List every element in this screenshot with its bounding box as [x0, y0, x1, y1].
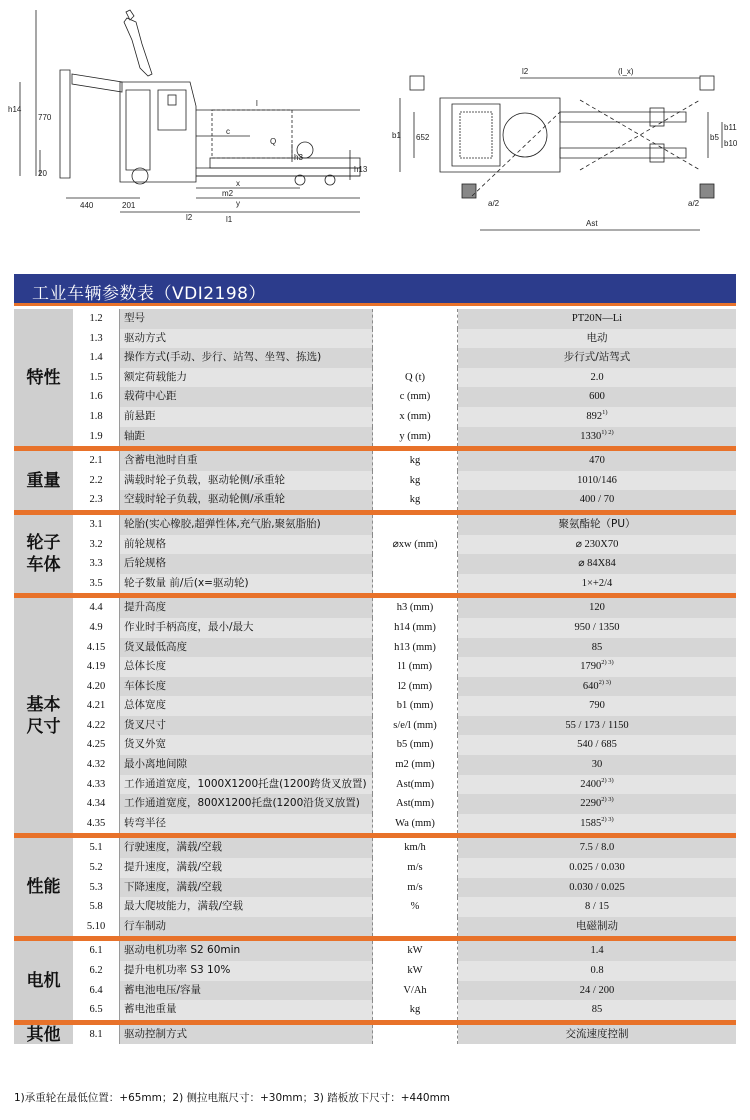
row-value-text: 0.025 / 0.030 — [569, 862, 625, 874]
row-unit: ⌀xw (mm) — [373, 535, 458, 555]
row-value-text: ⌀ 84X84 — [578, 558, 616, 570]
row-value-footnote-ref: 2) 3) — [601, 796, 614, 804]
row-parameter: 工作通道宽度，1000X1200托盘(1200跨货叉放置) — [120, 775, 373, 795]
row-number: 4.4 — [73, 598, 120, 618]
side-label-x: x — [236, 179, 240, 188]
row-value — [458, 917, 736, 937]
row-unit: h3 (mm) — [373, 598, 458, 618]
row-unit: h13 (mm) — [373, 638, 458, 658]
row-value — [458, 490, 736, 510]
top-label-b11: b11 — [724, 123, 737, 132]
row-value — [458, 838, 736, 858]
row-number: 5.2 — [73, 858, 120, 878]
row-value — [458, 554, 736, 574]
row-parameter: 蓄电池重量 — [120, 1000, 373, 1020]
side-label-440: 440 — [80, 201, 94, 210]
row-value-footnote-ref: 2) 3) — [601, 776, 614, 784]
row-value — [458, 941, 736, 961]
table-row — [73, 755, 736, 775]
table-row — [73, 961, 736, 981]
row-number: 5.8 — [73, 897, 120, 917]
row-number: 2.2 — [73, 471, 120, 491]
row-value-text: 聚氨酯轮（PU） — [558, 517, 636, 530]
table-row — [73, 329, 736, 349]
row-value-text: 120 — [589, 602, 605, 614]
row-unit: c (mm) — [373, 387, 458, 407]
row-value — [458, 598, 736, 618]
row-number: 1.4 — [73, 348, 120, 368]
row-value — [458, 755, 736, 775]
row-unit: kg — [373, 490, 458, 510]
row-parameter: 最小离地间隙 — [120, 755, 373, 775]
row-value-text: 892 — [586, 410, 603, 422]
table-row — [73, 554, 736, 574]
table-row — [73, 696, 736, 716]
table-row — [73, 427, 736, 447]
row-number: 3.2 — [73, 535, 120, 555]
row-number: 5.10 — [73, 917, 120, 937]
row-parameter: 提升速度，满载/空载 — [120, 858, 373, 878]
row-unit: b5 (mm) — [373, 735, 458, 755]
row-number: 4.35 — [73, 814, 120, 834]
row-value — [458, 348, 736, 368]
row-parameter: 轴距 — [120, 427, 373, 447]
row-value — [458, 716, 736, 736]
table-row — [73, 814, 736, 834]
row-unit: Wa (mm) — [373, 814, 458, 834]
row-number: 3.5 — [73, 574, 120, 594]
side-label-y: y — [236, 199, 240, 208]
table-row — [73, 535, 736, 555]
row-value-text: 2.0 — [590, 371, 604, 383]
row-value — [458, 574, 736, 594]
row-value — [458, 618, 736, 638]
side-label-201: 201 — [122, 201, 136, 210]
row-number: 1.8 — [73, 407, 120, 427]
row-unit: y (mm) — [373, 427, 458, 447]
table-row — [73, 309, 736, 329]
technical-drawings — [0, 0, 750, 258]
row-unit: kW — [373, 961, 458, 981]
row-value — [458, 814, 736, 834]
section-label: 特性 — [14, 309, 73, 446]
table-row — [73, 794, 736, 814]
row-number: 6.5 — [73, 1000, 120, 1020]
row-value-text: 600 — [589, 391, 605, 403]
row-value-text: 2400 — [580, 778, 602, 790]
section-label: 重量 — [14, 451, 73, 510]
spec-section — [14, 941, 736, 1024]
row-value — [458, 657, 736, 677]
row-value-text: 电磁制动 — [576, 919, 618, 932]
row-value — [458, 427, 736, 447]
row-parameter: 载荷中心距 — [120, 387, 373, 407]
row-parameter: 操作方式(手动、步行、站驾、坐驾、拣选) — [120, 348, 373, 368]
row-value-text: 640 — [582, 680, 599, 692]
row-value-text: 85 — [591, 641, 603, 653]
table-row — [73, 618, 736, 638]
row-unit — [373, 515, 458, 535]
row-parameter: 货叉尺寸 — [120, 716, 373, 736]
table-row — [73, 981, 736, 1001]
row-unit: l1 (mm) — [373, 657, 458, 677]
table-row — [73, 574, 736, 594]
row-parameter: 额定荷载能力 — [120, 368, 373, 388]
table-row — [73, 368, 736, 388]
row-parameter: 蓄电池电压/容量 — [120, 981, 373, 1001]
row-parameter: 前轮规格 — [120, 535, 373, 555]
row-value — [458, 407, 736, 427]
footnote: 1)承重轮在最低位置：+65mm；2) 侧拉电瓶尺寸：+30mm；3) 踏板放下尺寸：+440mm — [14, 1092, 451, 1104]
row-parameter: 提升电机功率 S3 10% — [120, 961, 373, 981]
row-unit: l2 (mm) — [373, 677, 458, 697]
table-row — [73, 471, 736, 491]
row-unit: kg — [373, 1000, 458, 1020]
row-parameter: 轮胎(实心橡胶,超弹性体,充气胎,聚氨脂胎) — [120, 515, 373, 535]
row-value — [458, 775, 736, 795]
row-unit: Ast(mm) — [373, 775, 458, 795]
row-number: 6.1 — [73, 941, 120, 961]
row-unit: % — [373, 897, 458, 917]
row-number: 5.3 — [73, 878, 120, 898]
spec-table-title-bar — [14, 274, 736, 306]
row-value-text: 0.030 / 0.025 — [569, 881, 625, 893]
side-label-20: 20 — [38, 169, 47, 178]
top-label-a2-right: a/2 — [688, 199, 700, 208]
top-label-b5: b5 — [710, 133, 719, 142]
row-value — [458, 735, 736, 755]
side-label-h13: h13 — [354, 165, 368, 174]
table-row — [73, 657, 736, 677]
side-label-h3: h3 — [294, 153, 303, 162]
row-value-text: 1.4 — [590, 945, 604, 957]
row-value-text: 1585 — [580, 817, 602, 829]
table-row — [73, 941, 736, 961]
row-parameter: 空载时轮子负载，驱动轮侧/承重轮 — [120, 490, 373, 510]
top-label-a2-left: a/2 — [488, 199, 500, 208]
row-value-text: 交流速度控制 — [565, 1027, 629, 1040]
row-value-text: 400 / 70 — [579, 494, 615, 506]
row-parameter: 轮子数量 前/后(x=驱动轮) — [120, 574, 373, 594]
row-parameter: 下降速度，满载/空载 — [120, 878, 373, 898]
row-unit — [373, 348, 458, 368]
row-value — [458, 696, 736, 716]
top-label-lx: (l_x) — [618, 67, 634, 76]
row-value-text: 7.5 / 8.0 — [579, 842, 615, 854]
row-value — [458, 368, 736, 388]
spec-section — [14, 1025, 736, 1045]
row-parameter: 后轮规格 — [120, 554, 373, 574]
row-value — [458, 1025, 736, 1045]
row-unit: km/h — [373, 838, 458, 858]
row-value-footnote-ref: 1) — [602, 408, 608, 416]
row-value — [458, 309, 736, 329]
table-row — [73, 897, 736, 917]
row-value-text: 950 / 1350 — [574, 621, 620, 633]
side-label-l1: l1 — [226, 215, 233, 224]
row-unit: b1 (mm) — [373, 696, 458, 716]
row-parameter: 工作通道宽度，800X1200托盘(1200沿货叉放置) — [120, 794, 373, 814]
row-parameter: 前悬距 — [120, 407, 373, 427]
table-row — [73, 917, 736, 937]
top-label-b10: b10 — [724, 139, 738, 148]
spec-section — [14, 515, 736, 598]
row-value-text: 24 / 200 — [579, 984, 615, 996]
row-value — [458, 981, 736, 1001]
row-parameter: 货叉外宽 — [120, 735, 373, 755]
side-label-l2: l2 — [186, 213, 193, 222]
table-row — [73, 775, 736, 795]
row-number: 1.5 — [73, 368, 120, 388]
row-value — [458, 471, 736, 491]
row-value-text: 540 / 685 — [577, 739, 617, 751]
table-row — [73, 858, 736, 878]
row-unit: Ast(mm) — [373, 794, 458, 814]
top-label-b1: b1 — [392, 131, 401, 140]
table-row — [73, 1025, 736, 1045]
row-number: 1.3 — [73, 329, 120, 349]
row-value — [458, 1000, 736, 1020]
row-value-text: ⌀ 230X70 — [575, 538, 619, 550]
row-number: 8.1 — [73, 1025, 120, 1045]
row-parameter: 驱动电机功率 S2 60min — [120, 941, 373, 961]
row-value-text: 8 / 15 — [585, 901, 609, 913]
row-value — [458, 387, 736, 407]
row-number: 4.22 — [73, 716, 120, 736]
row-value — [458, 878, 736, 898]
row-unit: s/e/l (mm) — [373, 716, 458, 736]
section-label: 其他 — [14, 1025, 73, 1045]
row-parameter: 总体长度 — [120, 657, 373, 677]
top-label-ast: Ast — [586, 219, 598, 228]
row-number: 1.2 — [73, 309, 120, 329]
row-value — [458, 451, 736, 471]
row-number: 6.4 — [73, 981, 120, 1001]
row-number: 1.6 — [73, 387, 120, 407]
row-value — [458, 961, 736, 981]
row-value-text: 1790 — [580, 661, 602, 673]
row-number: 4.21 — [73, 696, 120, 716]
side-label-h14: h14 — [8, 105, 22, 114]
row-unit: m/s — [373, 878, 458, 898]
side-label-Q: Q — [270, 137, 277, 146]
row-value-text: 电动 — [586, 331, 608, 344]
row-number: 4.20 — [73, 677, 120, 697]
row-value — [458, 535, 736, 555]
row-parameter: 满载时轮子负载，驱动轮侧/承重轮 — [120, 471, 373, 491]
row-value-text: 1330 — [580, 430, 602, 442]
row-parameter: 行驶速度，满载/空载 — [120, 838, 373, 858]
row-unit — [373, 329, 458, 349]
row-number: 2.1 — [73, 451, 120, 471]
row-value-text: 790 — [589, 700, 605, 712]
top-label-652: 652 — [416, 133, 430, 142]
row-parameter: 作业时手柄高度，最小/最大 — [120, 618, 373, 638]
table-row — [73, 638, 736, 658]
row-number: 4.33 — [73, 775, 120, 795]
row-value-footnote-ref: 2) 3) — [601, 815, 614, 823]
row-parameter: 总体宽度 — [120, 696, 373, 716]
row-value — [458, 329, 736, 349]
spec-section — [14, 309, 736, 451]
section-label: 电机 — [14, 941, 73, 1019]
table-row — [73, 735, 736, 755]
row-parameter: 最大爬坡能力，满载/空载 — [120, 897, 373, 917]
row-number: 4.19 — [73, 657, 120, 677]
table-row — [73, 387, 736, 407]
row-value-text: 0.8 — [590, 965, 604, 976]
row-number: 6.2 — [73, 961, 120, 981]
row-value — [458, 677, 736, 697]
row-value-text: 步行式/站驾式 — [563, 351, 631, 364]
row-value — [458, 515, 736, 535]
row-parameter: 货叉最低高度 — [120, 638, 373, 658]
side-label-c: c — [226, 127, 230, 136]
row-parameter: 型号 — [120, 309, 373, 329]
spec-section — [14, 838, 736, 941]
row-unit: Q (t) — [373, 368, 458, 388]
row-unit — [373, 917, 458, 937]
row-number: 4.32 — [73, 755, 120, 775]
row-value-footnote-ref: 1) 2) — [601, 428, 614, 436]
spec-section — [14, 451, 736, 515]
row-unit: x (mm) — [373, 407, 458, 427]
row-value-text: 1×+2/4 — [581, 577, 613, 589]
row-number: 4.15 — [73, 638, 120, 658]
row-value — [458, 794, 736, 814]
row-unit: V/Ah — [373, 981, 458, 1001]
table-row — [73, 515, 736, 535]
row-unit — [373, 309, 458, 329]
row-value-text: 55 / 173 / 1150 — [565, 719, 629, 731]
table-row — [73, 490, 736, 510]
row-unit: m2 (mm) — [373, 755, 458, 775]
row-value-footnote-ref: 2) 3) — [598, 678, 612, 686]
table-row — [73, 598, 736, 618]
row-value-text: 30 — [591, 759, 603, 771]
row-number: 4.9 — [73, 618, 120, 638]
row-parameter: 转弯半径 — [120, 814, 373, 834]
row-number: 4.25 — [73, 735, 120, 755]
row-number: 5.1 — [73, 838, 120, 858]
row-value-text: 1010/146 — [577, 474, 617, 486]
row-unit: m/s — [373, 858, 458, 878]
row-unit — [373, 554, 458, 574]
section-label: 轮子 车体 — [14, 515, 73, 593]
row-value-text: PT20N—Li — [571, 313, 623, 324]
row-unit: h14 (mm) — [373, 618, 458, 638]
spec-section — [14, 598, 736, 838]
side-view-drawing — [8, 10, 368, 224]
row-number: 4.34 — [73, 794, 120, 814]
section-label: 基本 尺寸 — [14, 598, 73, 833]
row-value-footnote-ref: 2) 3) — [601, 659, 614, 667]
table-row — [73, 1000, 736, 1020]
row-value-text: 2290 — [580, 798, 602, 810]
section-label: 性能 — [14, 838, 73, 936]
row-value — [458, 897, 736, 917]
side-label-l: l — [256, 99, 258, 108]
table-row — [73, 838, 736, 858]
row-parameter: 含蓄电池时自重 — [120, 451, 373, 471]
row-unit — [373, 1025, 458, 1045]
table-row — [73, 677, 736, 697]
row-parameter: 车体长度 — [120, 677, 373, 697]
row-unit — [373, 574, 458, 594]
spec-table-title: 工业车辆参数表（VDI2198） — [32, 284, 266, 304]
row-parameter: 驱动方式 — [120, 329, 373, 349]
row-parameter: 行车制动 — [120, 917, 373, 937]
table-row — [73, 716, 736, 736]
row-unit: kW — [373, 941, 458, 961]
row-value — [458, 858, 736, 878]
row-number: 3.1 — [73, 515, 120, 535]
row-number: 1.9 — [73, 427, 120, 447]
row-unit: kg — [373, 471, 458, 491]
row-parameter: 驱动控制方式 — [120, 1025, 373, 1045]
side-label-770: 770 — [38, 113, 52, 122]
row-unit: kg — [373, 451, 458, 471]
top-label-l2: l2 — [522, 67, 529, 76]
spec-table — [14, 309, 736, 1044]
table-row — [73, 451, 736, 471]
table-row — [73, 878, 736, 898]
row-number: 2.3 — [73, 490, 120, 510]
top-view-drawing — [392, 67, 738, 230]
table-row — [73, 348, 736, 368]
row-value-text: 470 — [589, 455, 605, 467]
row-value-text: 85 — [591, 1004, 603, 1016]
table-row — [73, 407, 736, 427]
row-number: 3.3 — [73, 554, 120, 574]
row-value — [458, 638, 736, 658]
side-label-m2: m2 — [222, 189, 234, 198]
row-parameter: 提升高度 — [120, 598, 373, 618]
